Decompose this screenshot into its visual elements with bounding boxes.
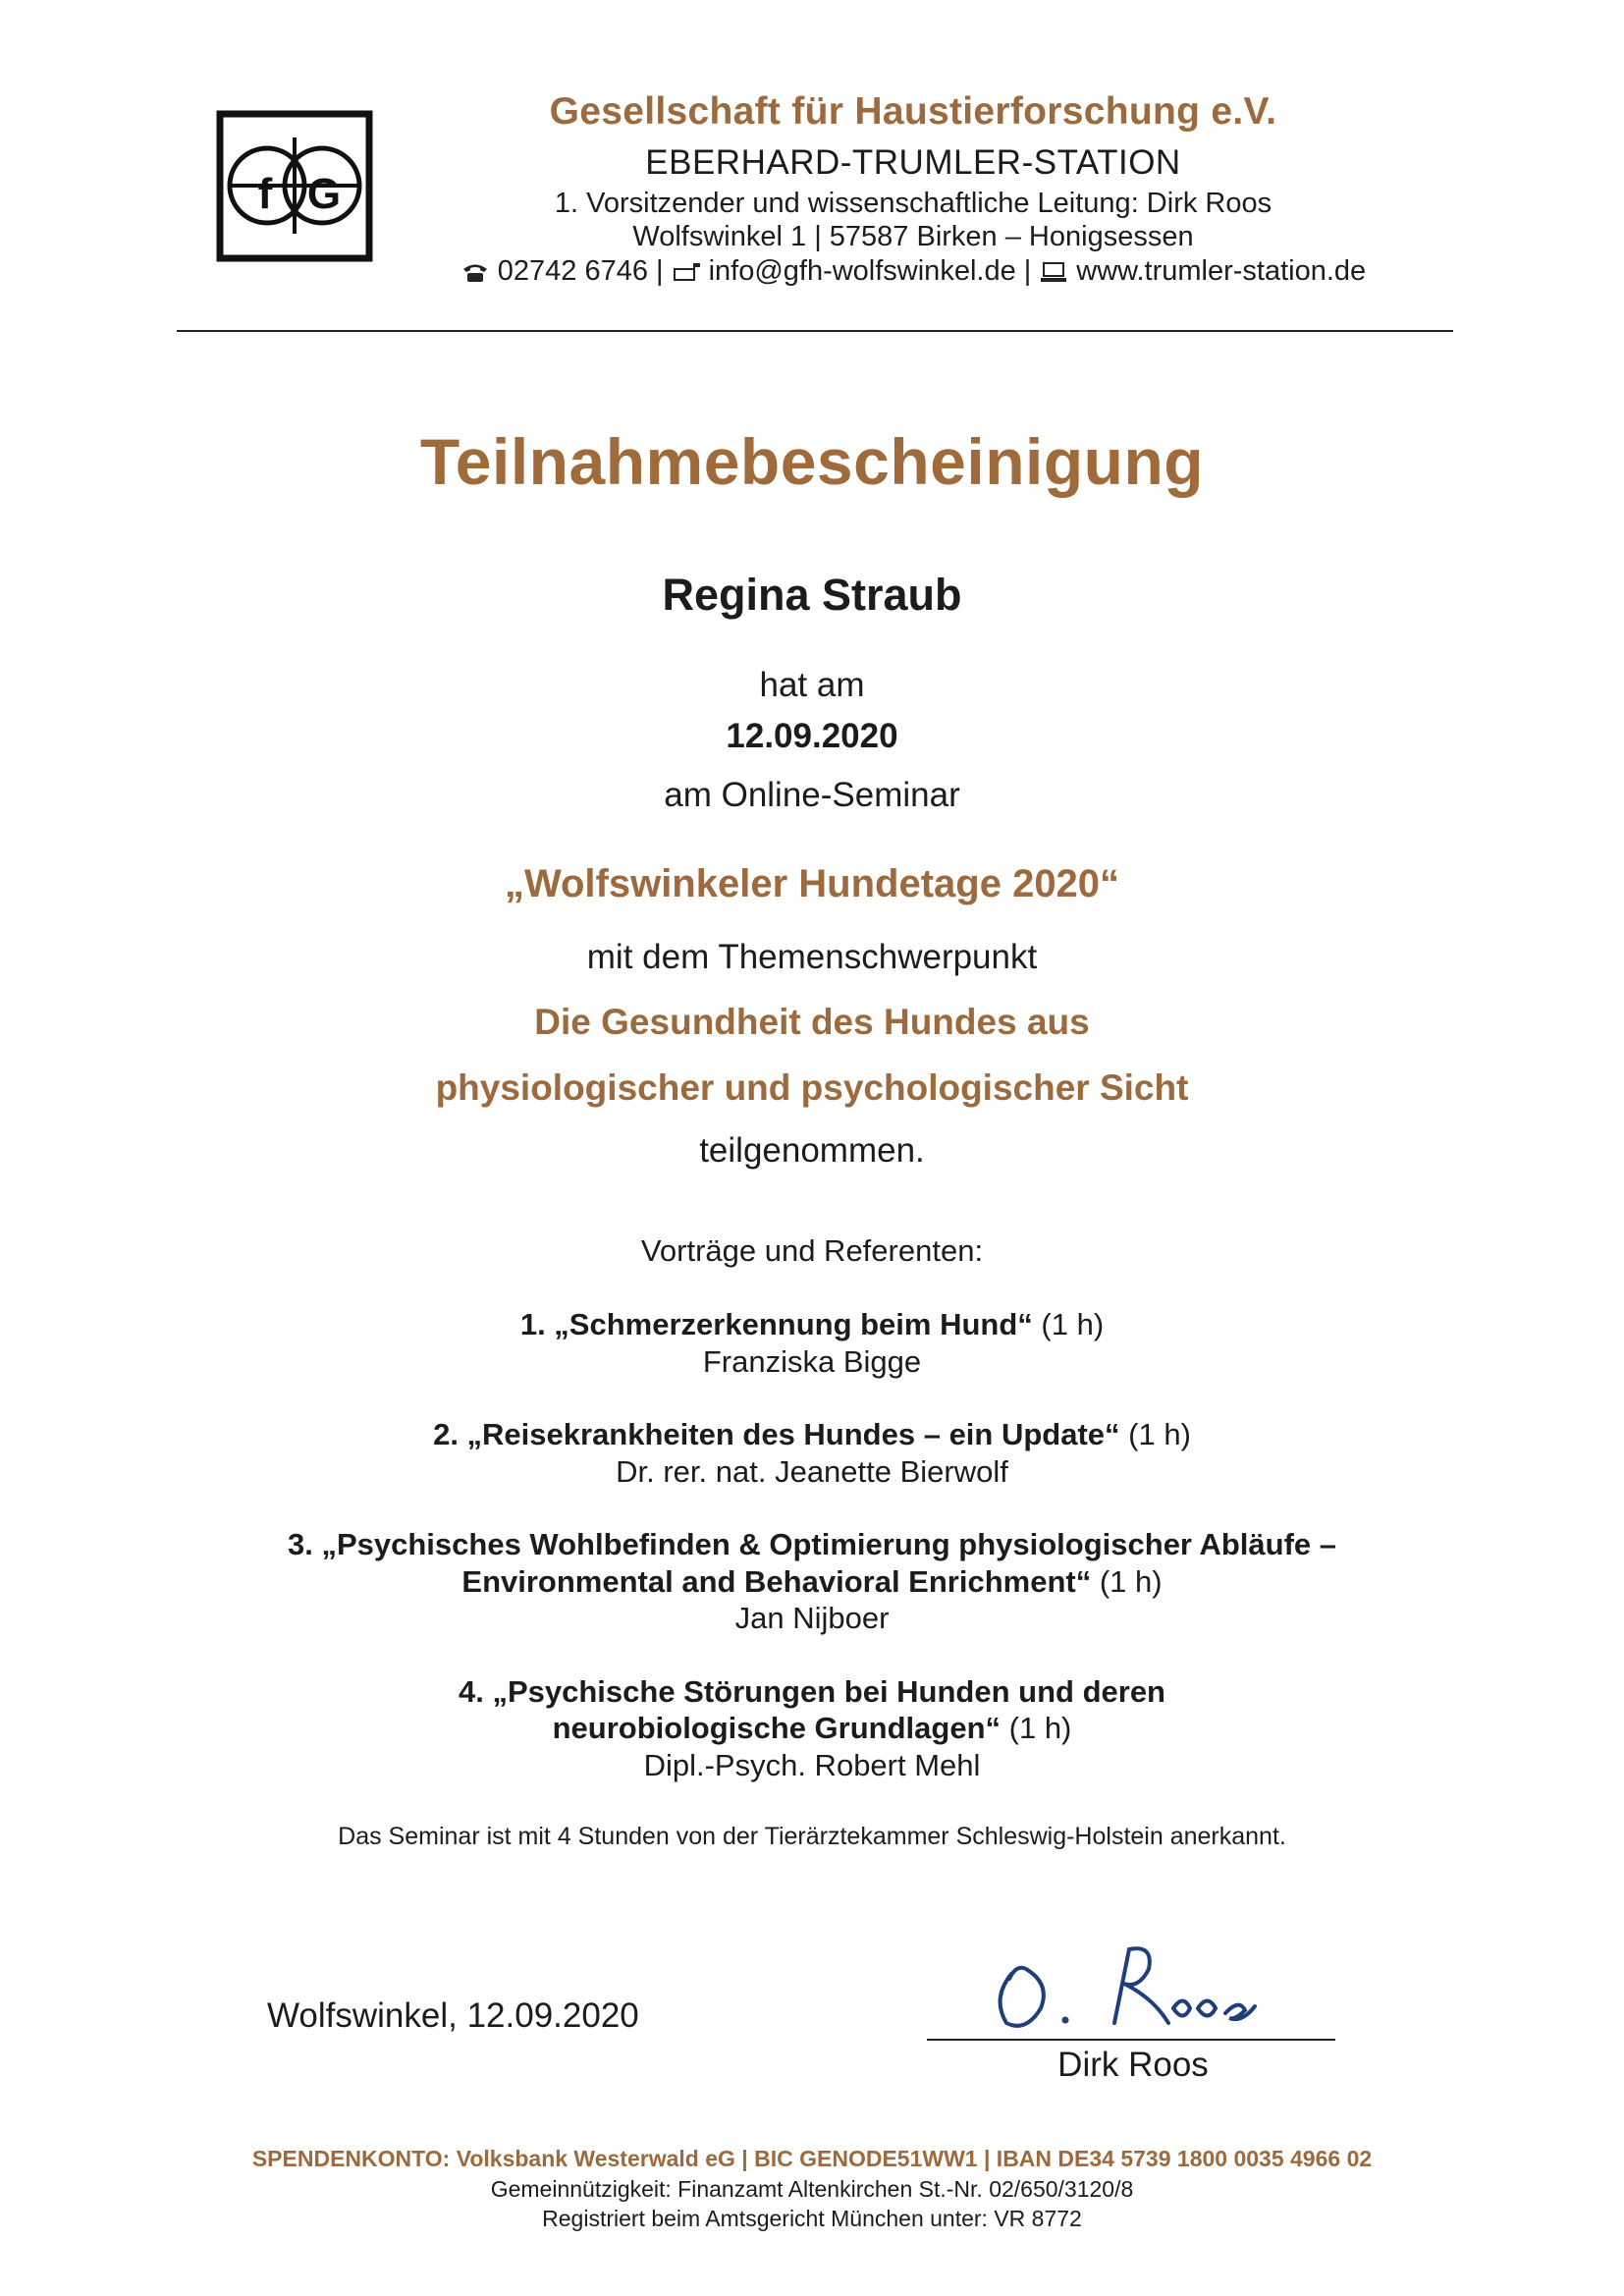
signer-name: Dirk Roos: [1057, 2046, 1209, 2084]
leader-line: 1. Vorsitzender und wissenschaftliche Leitung: Dirk Roos: [554, 188, 1272, 219]
mailbox-icon: [672, 260, 701, 284]
participant-name: Regina Straub: [662, 570, 962, 620]
certificate-title: Teilnahmebescheinigung: [419, 425, 1205, 498]
talk-title-text: 2. „Reisekrankheiten des Hundes – ein Update“: [433, 1417, 1120, 1451]
talk-title: [0, 1307, 1624, 1342]
phone-number: 02742 6746: [497, 255, 649, 287]
seminar-date: 12.09.2020: [726, 717, 898, 755]
seminar-title: „Wolfswinkeler Hundetage 2020“: [504, 862, 1120, 905]
talk-title-text: 1. „Schmerzerkennung beim Hund“: [519, 1307, 1033, 1341]
computer-icon: [1039, 260, 1068, 284]
focus-line-1: Die Gesundheit des Hundes aus: [534, 1002, 1090, 1042]
talk-duration: (1 h): [1008, 1711, 1072, 1745]
address-line: Wolfswinkel 1 | 57587 Birken – Honigsessen: [632, 221, 1194, 252]
signature-line: [927, 2039, 1335, 2041]
organization-name: Gesellschaft für Haustierforschung e.V.: [549, 90, 1277, 133]
website-link[interactable]: www.trumler-station.de: [1076, 255, 1367, 287]
place-date: Wolfswinkel, 12.09.2020: [267, 1996, 639, 2035]
talk-title-text: 4. „Psychische Störungen bei Hunden und deren: [458, 1674, 1165, 1709]
talk-title-text: 3. „Psychisches Wohlbefinden & Optimierung physiologischer Abläufe –: [288, 1527, 1336, 1561]
station-name: EBERHARD-TRUMLER-STATION: [645, 143, 1181, 182]
talk-speaker: Dipl.-Psych. Robert Mehl: [643, 1748, 981, 1782]
talks-heading: Vorträge und Referenten:: [640, 1233, 984, 1268]
svg-text:f: f: [257, 170, 273, 218]
contact-line: [373, 255, 1453, 288]
accreditation-note: Das Seminar ist mit 4 Stunden von der Tierärztekammer Schleswig-Holstein anerkannt.: [338, 1823, 1286, 1850]
talk-title-text: neurobiologische Grundlagen“: [552, 1711, 1001, 1745]
tax-info: Gemeinnützigkeit: Finanzamt Altenkirchen St.-Nr. 02/650/3120/8: [490, 2176, 1134, 2202]
separator: |: [656, 255, 664, 287]
talk-title-text: Environmental and Behavioral Enrichment“: [461, 1564, 1092, 1599]
register-info: Registriert beim Amtsgericht München unter: VR 8772: [542, 2206, 1082, 2231]
email-link[interactable]: info@gfh-wolfswinkel.de: [708, 255, 1016, 287]
talk-speaker: Franziska Bigge: [702, 1344, 922, 1379]
talk-title: [0, 1711, 1624, 1746]
svg-text:G: G: [306, 170, 342, 218]
talk-duration: (1 h): [1041, 1307, 1105, 1341]
text-am-seminar: am Online-Seminar: [664, 776, 960, 814]
phone-icon: [460, 260, 490, 284]
text-hat-am: hat am: [759, 666, 865, 704]
talk-speaker: Dr. rer. nat. Jeanette Bierwolf: [616, 1454, 1008, 1489]
text-themenschwerpunkt: mit dem Themenschwerpunkt: [586, 938, 1038, 976]
handwritten-signature: [982, 1930, 1276, 2038]
talk-duration: (1 h): [1099, 1564, 1163, 1599]
talk-speaker: Jan Nijboer: [734, 1601, 890, 1635]
separator: |: [1023, 255, 1032, 287]
bank-details: SPENDENKONTO: Volksbank Westerwald eG | BIC GENODE51WW1 | IBAN DE34 5739 1800 0035 4966 02: [251, 2146, 1373, 2171]
gfh-logo: [216, 110, 373, 262]
text-teilgenommen: teilgenommen.: [699, 1131, 925, 1170]
talk-duration: (1 h): [1128, 1417, 1191, 1451]
focus-line-2: physiologischer und psychologischer Sicht: [435, 1067, 1189, 1108]
talk-title: [0, 1417, 1624, 1452]
talk-title: [0, 1564, 1624, 1600]
header-divider: [177, 330, 1453, 332]
